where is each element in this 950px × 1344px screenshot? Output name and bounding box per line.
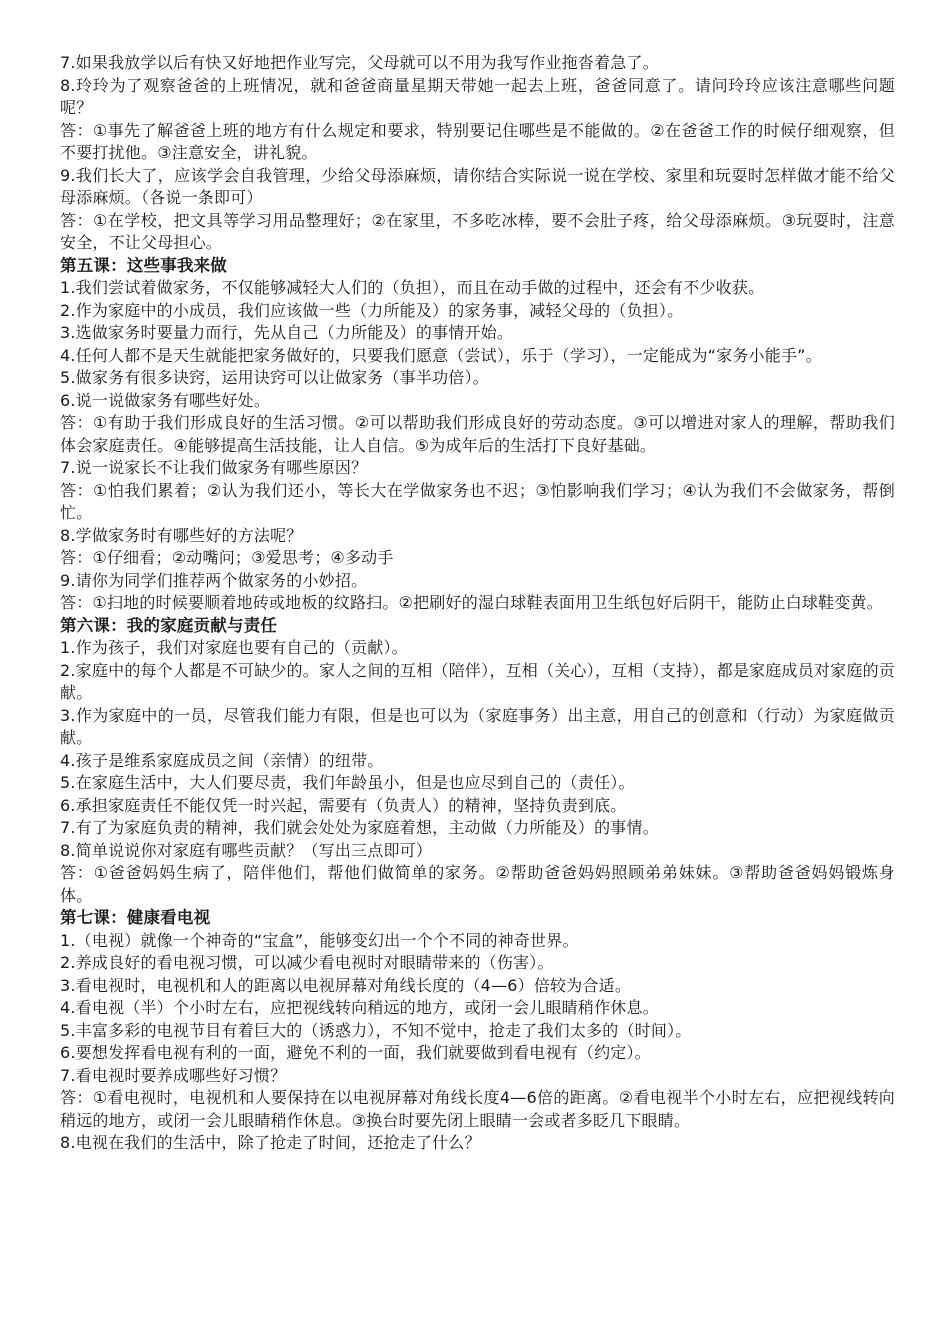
paragraph: 8.学做家务时有哪些好的方法呢？ bbox=[60, 525, 303, 545]
document-page bbox=[60, 52, 895, 1155]
paragraph: 2.作为家庭中的小成员，我们应该做一些（力所能及）的家务事，减轻父母的（负担）。 bbox=[60, 300, 684, 320]
paragraph: 3.作为家庭中的一员，尽管我们能力有限，但是也可以为（家庭事务）出主意，用自己的创意和（行动）为家庭做贡献。 bbox=[60, 705, 895, 747]
paragraph: 4.任何人都不是天生就能把家务做好的，只要我们愿意（尝试），乐于（学习），一定能成为“家务小能手”。 bbox=[60, 345, 822, 365]
paragraph: 2.家庭中的每个人都是不可缺少的。家人之间的互相（陪伴），互相（关心），互相（支持），都是家庭成员对家庭的贡献。 bbox=[60, 660, 895, 702]
paragraph: 7.看电视时要养成哪些好习惯？ bbox=[60, 1065, 287, 1085]
paragraph: 答：①在学校，把文具等学习用品整理好；②在家里，不多吃冰棒，要不会肚子疼，给父母添麻烦。③玩耍时，注意安全，不让父母担心。 bbox=[60, 210, 895, 252]
paragraph: 8.简单说说你对家庭有哪些贡献？（写出三点即可） bbox=[60, 840, 433, 860]
lesson-heading: 第七课：健康看电视 bbox=[60, 908, 211, 927]
paragraph: 7.说一说家长不让我们做家务有哪些原因？ bbox=[60, 458, 368, 477]
paragraph: 答：①看电视时，电视机和人要保持在以电视屏幕对角线长度4—6倍的距离。②看电视半个小时左右，应把视线转向稍远的地方，或闭一会儿眼睛稍作休息。③换台时要先闭上眼睛一会或者多眨几下眼睛。 bbox=[60, 1088, 895, 1130]
paragraph: 3.选做家务时要量力而行，先从自己（力所能及）的事情开始。 bbox=[60, 323, 514, 342]
paragraph: 1.我们尝试着做家务，不仅能够减轻大人们的（负担），而且在动手做的过程中，还会有不少收获。 bbox=[60, 278, 765, 297]
paragraph: 4.孩子是维系家庭成员之间（亲情）的纽带。 bbox=[60, 750, 384, 770]
paragraph: 4.看电视（半）个小时左右，应把视线转向稍远的地方，或闭一会儿眼睛稍作休息。 bbox=[60, 998, 659, 1017]
paragraph: 答：①有助于我们形成良好的生活习惯。②可以帮助我们形成良好的劳动态度。③可以增进对家人的理解，帮助我们体会家庭责任。④能够提高生活技能，让人自信。⑤为成年后的生活打下良好基础。 bbox=[60, 413, 895, 455]
paragraph: 5.丰富多彩的电视节目有着巨大的（诱惑力），不知不觉中，抢走了我们太多的（时间）。 bbox=[60, 1020, 692, 1040]
lesson-heading: 第六课：我的家庭贡献与责任 bbox=[60, 615, 278, 635]
paragraph: 7.有了为家庭负责的精神，我们就会处处为家庭着想，主动做（力所能及）的事情。 bbox=[60, 818, 659, 837]
paragraph: 答：①事先了解爸爸上班的地方有什么规定和要求，特别要记住哪些是不能做的。②在爸爸工作的时候仔细观察，但不要打扰他。③注意安全，讲礼貌。 bbox=[60, 120, 895, 162]
paragraph: 9.请你为同学们推荐两个做家务的小妙招。 bbox=[60, 570, 368, 590]
lesson-heading: 第五课：这些事我来做 bbox=[60, 255, 227, 275]
paragraph: 1.（电视）就像一个神奇的“宝盒”，能够变幻出一个个不同的神奇世界。 bbox=[60, 930, 579, 950]
paragraph: 9.我们长大了，应该学会自我管理，少给父母添麻烦，请你结合实际说一说在学校、家里和玩耍时怎样做才能不给父母添麻烦。（各说一条即可） bbox=[60, 165, 895, 207]
paragraph: 1.作为孩子，我们对家庭也要有自己的（贡献）。 bbox=[60, 638, 408, 657]
paragraph: 6.说一说做家务有哪些好处。 bbox=[60, 390, 271, 410]
paragraph: 3.看电视时，电视机和人的距离以电视屏幕对角线长度的（4—6）倍较为合适。 bbox=[60, 975, 632, 995]
paragraph: 5.在家庭生活中，大人们要尽责，我们年龄虽小，但是也应尽到自己的（责任）。 bbox=[60, 773, 635, 792]
paragraph: 8.电视在我们的生活中，除了抢走了时间，还抢走了什么？ bbox=[60, 1133, 481, 1152]
paragraph: 8.玲玲为了观察爸爸的上班情况，就和爸爸商量星期天带她一起去上班，爸爸同意了。请问玲玲应该注意哪些问题呢？ bbox=[60, 75, 895, 117]
paragraph: 答：①仔细看；②动嘴问；③爱思考；④多动手 bbox=[60, 548, 394, 567]
paragraph: 6.承担家庭责任不能仅凭一时兴起，需要有（负责人）的精神，坚持负责到底。 bbox=[60, 795, 627, 815]
paragraph: 答：①爸爸妈妈生病了，陪伴他们，帮他们做简单的家务。②帮助爸爸妈妈照顾弟弟妹妹。③帮助爸爸妈妈锻炼身体。 bbox=[60, 863, 895, 905]
paragraph: 2.养成良好的看电视习惯，可以减少看电视时对眼睛带来的（伤害）。 bbox=[60, 953, 554, 972]
paragraph: 6.要想发挥看电视有利的一面，避免不利的一面，我们就要做到看电视有（约定）。 bbox=[60, 1043, 651, 1062]
paragraph: 答：①怕我们累着；②认为我们还小，等长大在学做家务也不迟；③怕影响我们学习；④认为我们不会做家务，帮倒忙。 bbox=[60, 480, 895, 522]
paragraph: 7.如果我放学以后有快又好地把作业写完，父母就可以不用为我写作业拖沓着急了。 bbox=[60, 53, 659, 72]
paragraph: 答：①扫地的时候要顺着地砖或地板的纹路扫。②把刷好的湿白球鞋表面用卫生纸包好后阴干，能防止白球鞋变黄。 bbox=[60, 593, 883, 612]
paragraph: 5.做家务有很多诀窍，运用诀窍可以让做家务（事半功倍）。 bbox=[60, 368, 489, 387]
